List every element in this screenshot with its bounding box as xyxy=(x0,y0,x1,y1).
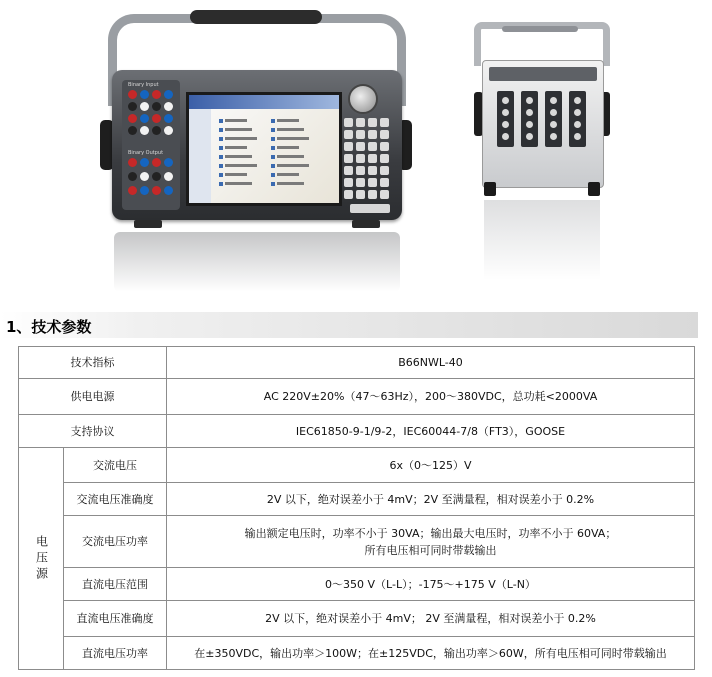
terminal-jack xyxy=(164,102,173,111)
section-header xyxy=(0,312,698,338)
screen-menu-item xyxy=(225,137,257,140)
keypad-key xyxy=(344,190,353,199)
screen-menu-item xyxy=(277,173,299,176)
table-row xyxy=(19,448,695,483)
keypad-key xyxy=(344,142,353,151)
keypad-key xyxy=(368,166,377,175)
keypad-key xyxy=(380,190,389,199)
module-terminal xyxy=(550,97,557,104)
keypad-key xyxy=(380,142,389,151)
module-terminal xyxy=(550,109,557,116)
row-value xyxy=(167,516,695,568)
screen-menu-icon xyxy=(219,155,223,159)
row-value: 2V 以下，绝对误差小于 4mV； 2V 至满量程，相对误差小于 0.2% xyxy=(167,601,695,637)
screen-menu-item xyxy=(277,119,299,122)
screen-menu-item xyxy=(225,155,252,158)
table-row xyxy=(19,637,695,670)
screen-title-bar xyxy=(189,95,339,109)
terminal-jack xyxy=(140,114,149,123)
terminal-jack xyxy=(128,172,137,181)
wheel-right xyxy=(588,182,600,196)
table-row xyxy=(19,568,695,601)
terminal-jack xyxy=(152,172,161,181)
row-value: AC 220V±20%（47～63Hz），200～380VDC，总功耗<2000VA xyxy=(167,379,695,415)
module-terminal xyxy=(502,109,509,116)
tester-main-unit xyxy=(100,14,412,294)
section-title: 1、技术参数 xyxy=(6,318,92,336)
keypad-key xyxy=(344,178,353,187)
output-module xyxy=(521,91,538,147)
terminal-jack xyxy=(164,158,173,167)
keypad-key xyxy=(356,154,365,163)
keypad-key xyxy=(344,118,353,127)
keypad-key xyxy=(356,166,365,175)
row-value: IEC61850-9-1/9-2，IEC60044-7/8（FT3），GOOSE xyxy=(167,415,695,448)
module-terminal xyxy=(502,121,509,128)
header-model: B66NWL-40 xyxy=(167,347,695,379)
header-label: 技术指标 xyxy=(19,347,167,379)
product-photo xyxy=(0,0,712,300)
keypad-key xyxy=(368,142,377,151)
module-terminal xyxy=(574,121,581,128)
keypad-key xyxy=(368,190,377,199)
keypad-key xyxy=(380,118,389,127)
tester-screen xyxy=(186,92,342,206)
screen-menu-item xyxy=(277,146,299,149)
screen-menu-item xyxy=(277,164,309,167)
row-label: 交流电压准确度 xyxy=(64,483,167,516)
screen-menu-item xyxy=(225,146,247,149)
module-terminal xyxy=(574,109,581,116)
terminal-jack xyxy=(128,186,137,195)
keypad-key xyxy=(356,178,365,187)
row-value: 2V 以下，绝对误差小于 4mV；2V 至满量程，相对误差小于 0.2% xyxy=(167,483,695,516)
row-value: 在±350VDC，输出功率＞100W；在±125VDC，输出功率＞60W，所有电压相可同时带载输出 xyxy=(167,637,695,670)
screen-menu-item xyxy=(277,182,304,185)
row-label: 直流电压功率 xyxy=(64,637,167,670)
row-label: 直流电压准确度 xyxy=(64,601,167,637)
screen-menu-icon xyxy=(219,128,223,132)
terminal-jack xyxy=(152,90,161,99)
keypad-key xyxy=(356,190,365,199)
screen-menu-icon xyxy=(271,119,275,123)
output-module xyxy=(569,91,586,147)
screen-menu-icon xyxy=(271,146,275,150)
table-row xyxy=(19,516,695,568)
terminal-jack xyxy=(152,102,161,111)
table-row xyxy=(19,601,695,637)
row-value: 0～350 V（L-L）；-175～+175 V（L-N） xyxy=(167,568,695,601)
screen-menu-icon xyxy=(271,128,275,132)
terminal-jack xyxy=(140,90,149,99)
output-module xyxy=(497,91,514,147)
module-terminal xyxy=(526,109,533,116)
terminal-jack xyxy=(164,90,173,99)
keypad-key xyxy=(380,154,389,163)
screen-menu-icon xyxy=(219,164,223,168)
module-terminal xyxy=(550,121,557,128)
terminal-jack xyxy=(140,102,149,111)
module-terminal xyxy=(502,97,509,104)
screen-menu-item xyxy=(277,137,309,140)
terminal-jack xyxy=(164,126,173,135)
terminal-jack xyxy=(128,114,137,123)
io-panel xyxy=(122,80,180,210)
terminal-jack xyxy=(164,186,173,195)
spec-table xyxy=(18,346,695,670)
terminal-jack xyxy=(128,158,137,167)
screen-menu-icon xyxy=(271,182,275,186)
screen-menu-icon xyxy=(219,146,223,150)
module-terminal xyxy=(526,97,533,104)
screen-menu-item xyxy=(277,128,304,131)
tester-small-unit xyxy=(472,22,612,292)
terminal-jack xyxy=(140,158,149,167)
screen-menu-icon xyxy=(219,119,223,123)
screen-menu-icon xyxy=(219,173,223,177)
keypad-key xyxy=(344,166,353,175)
screen-menu-item xyxy=(225,173,247,176)
screen-menu-item xyxy=(225,164,257,167)
table-row xyxy=(19,415,695,448)
foot-right xyxy=(352,220,380,228)
terminal-jack xyxy=(140,186,149,195)
terminal-jack xyxy=(164,114,173,123)
keypad-key xyxy=(380,130,389,139)
screen-menu-icon xyxy=(219,182,223,186)
reflection xyxy=(114,232,400,292)
small-unit-grip xyxy=(502,26,578,32)
wheel-left xyxy=(484,182,496,196)
row-label: 交流电压功率 xyxy=(64,516,167,568)
row-label: 直流电压范围 xyxy=(64,568,167,601)
screen-menu-item xyxy=(225,182,252,185)
keypad-key xyxy=(356,130,365,139)
tester-case xyxy=(112,70,402,220)
binary-output-label: Binary Output xyxy=(128,150,164,156)
terminal-jack xyxy=(152,186,161,195)
table-row xyxy=(19,483,695,516)
row-label: 供电电源 xyxy=(19,379,167,415)
handle-grip xyxy=(190,10,322,24)
terminal-jack xyxy=(164,172,173,181)
screen-menu-item xyxy=(225,128,252,131)
row-label: 交流电压 xyxy=(64,448,167,483)
keypad-key xyxy=(368,178,377,187)
foot-left xyxy=(134,220,162,228)
terminal-jack xyxy=(140,126,149,135)
module-terminal xyxy=(574,133,581,140)
keypad-key xyxy=(356,142,365,151)
table-header-row xyxy=(19,347,695,379)
keypad-key xyxy=(368,118,377,127)
keypad-key xyxy=(344,130,353,139)
keypad-key xyxy=(380,178,389,187)
small-unit-port-strip xyxy=(489,67,597,81)
terminal-jack xyxy=(128,102,137,111)
row-value: 6x（0～125）V xyxy=(167,448,695,483)
screen-menu-item xyxy=(277,155,304,158)
module-terminal xyxy=(526,133,533,140)
keypad-key xyxy=(344,154,353,163)
rotary-knob xyxy=(348,84,378,114)
terminal-jack xyxy=(152,114,161,123)
screen-menu-icon xyxy=(271,164,275,168)
group-label: 电压源 xyxy=(19,448,64,670)
row-value-line: 输出额定电压时，功率不小于 30VA；输出最大电压时，功率不小于 60VA； xyxy=(244,526,617,540)
screen-menu-item xyxy=(225,119,247,122)
small-unit-body xyxy=(482,60,604,188)
table-row xyxy=(19,379,695,415)
terminal-jack xyxy=(140,172,149,181)
module-terminal xyxy=(526,121,533,128)
keypad-key xyxy=(380,166,389,175)
terminal-jack xyxy=(152,126,161,135)
keypad-key xyxy=(356,118,365,127)
binary-input-label: Binary Input xyxy=(128,82,159,88)
terminal-jack xyxy=(128,126,137,135)
row-value-line: 所有电压相可同时带载输出 xyxy=(364,543,497,557)
terminal-jack xyxy=(152,158,161,167)
module-terminal xyxy=(550,133,557,140)
screen-menu-icon xyxy=(271,155,275,159)
screen-menu-icon xyxy=(271,137,275,141)
terminal-jack xyxy=(128,90,137,99)
brand-plate xyxy=(350,204,390,213)
screen-menu-icon xyxy=(271,173,275,177)
module-terminal xyxy=(502,133,509,140)
row-label: 支持协议 xyxy=(19,415,167,448)
output-module xyxy=(545,91,562,147)
screen-menu-icon xyxy=(219,137,223,141)
keypad xyxy=(344,118,394,208)
keypad-key xyxy=(368,154,377,163)
screen-sidebar xyxy=(189,109,211,203)
module-terminal xyxy=(574,97,581,104)
keypad-key xyxy=(368,130,377,139)
small-unit-reflection xyxy=(484,200,600,280)
